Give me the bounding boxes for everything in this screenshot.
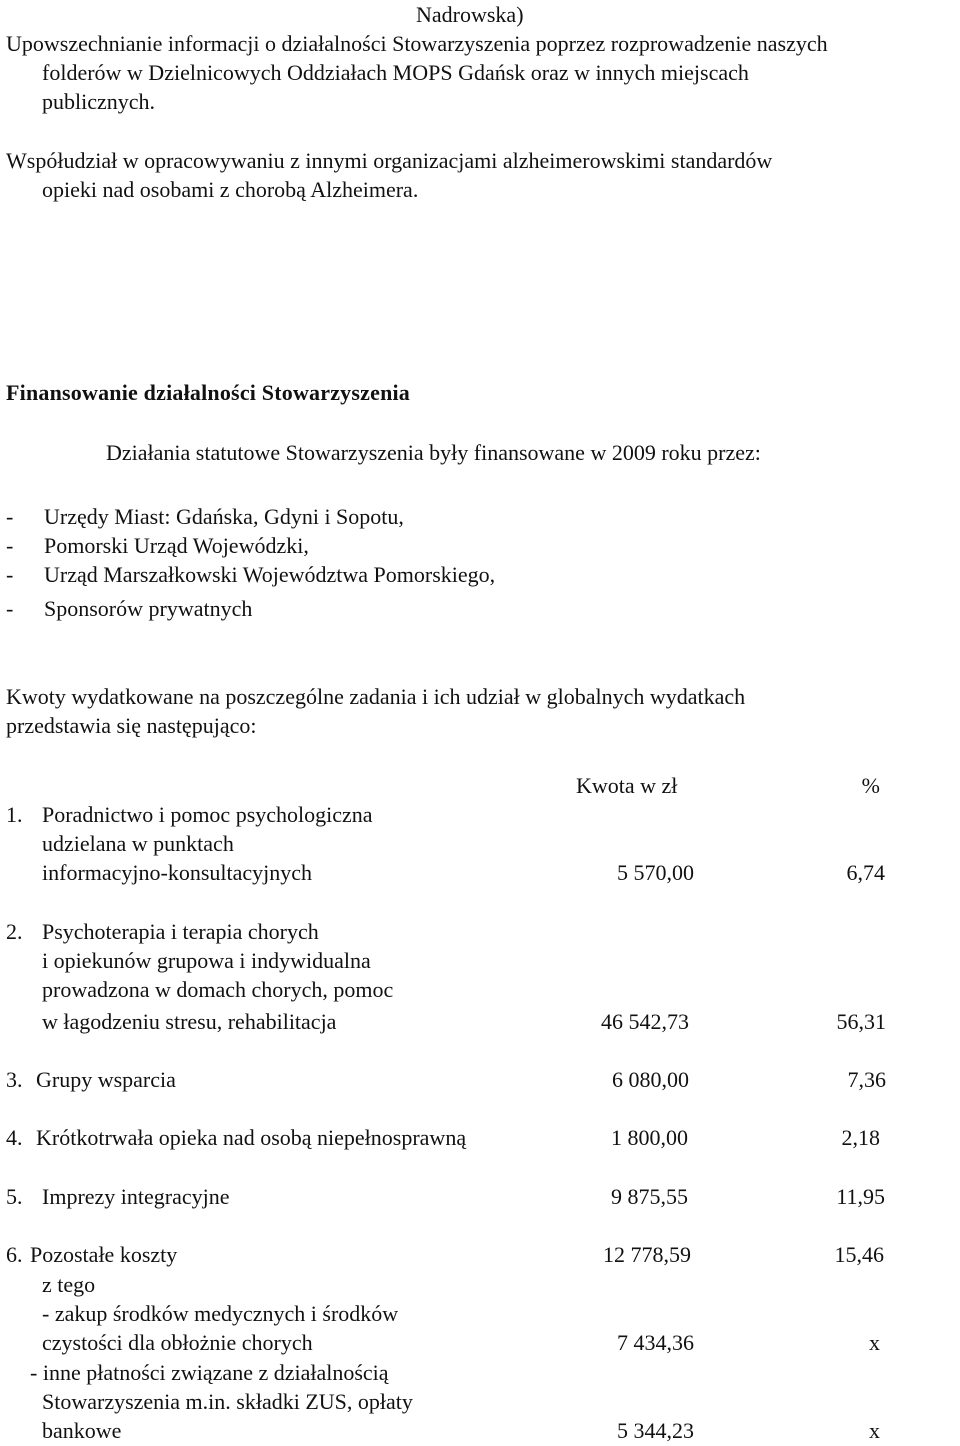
row-amount: 5 570,00 bbox=[617, 860, 694, 885]
text-line: Współudział w opracowywaniu z innymi organizacjami alzheimerowskimi standardów bbox=[6, 148, 773, 173]
row-percent: 15,46 bbox=[834, 1242, 884, 1267]
sub-row-label: - zakup środków medycznych i środków bbox=[42, 1301, 399, 1326]
row-number: 2. bbox=[6, 919, 23, 944]
list-item: - Urząd Marszałkowski Województwa Pomorskiego, bbox=[6, 562, 496, 587]
row-percent: 6,74 bbox=[846, 860, 885, 885]
row-amount: 9 875,55 bbox=[611, 1184, 688, 1209]
row-percent: 2,18 bbox=[841, 1125, 880, 1150]
row-number: 6. bbox=[6, 1242, 23, 1267]
sub-row-percent: x bbox=[869, 1418, 880, 1443]
intro-text: Działania statutowe Stowarzyszenia były finansowane w 2009 roku przez: bbox=[106, 440, 761, 465]
column-header-amount: Kwota w zł bbox=[576, 773, 678, 798]
text-line: publicznych. bbox=[42, 89, 156, 114]
sub-label: z tego bbox=[42, 1272, 96, 1297]
row-label: Krótkotrwała opieka nad osobą niepełnosprawną bbox=[36, 1125, 467, 1150]
row-number: 3. bbox=[6, 1067, 23, 1092]
list-item: - Urzędy Miast: Gdańska, Gdyni i Sopotu, bbox=[6, 504, 404, 529]
row-label: Psychoterapia i terapia chorych bbox=[42, 919, 319, 944]
list-item: - Pomorski Urząd Wojewódzki, bbox=[6, 533, 309, 558]
row-label: Pozostałe koszty bbox=[30, 1242, 178, 1267]
row-amount: 1 800,00 bbox=[611, 1125, 688, 1150]
row-label: Grupy wsparcia bbox=[36, 1067, 176, 1092]
text-line: Kwoty wydatkowane na poszczególne zadania i ich udział w globalnych wydatkach bbox=[6, 684, 746, 709]
section-heading: Finansowanie działalności Stowarzyszenia bbox=[6, 380, 411, 405]
sub-row-label: Stowarzyszenia m.in. składki ZUS, opłaty bbox=[42, 1389, 413, 1414]
row-label: i opiekunów grupowa i indywidualna bbox=[42, 948, 371, 973]
row-amount: 6 080,00 bbox=[612, 1067, 689, 1092]
sub-row-percent: x bbox=[869, 1330, 880, 1355]
row-label: informacyjno-konsultacyjnych bbox=[42, 860, 313, 885]
sub-row-amount: 5 344,23 bbox=[617, 1418, 694, 1443]
text-line: Upowszechnianie informacji o działalności Stowarzyszenia poprzez rozprowadzenie naszych bbox=[6, 31, 828, 56]
continued-text: Nadrowska) bbox=[416, 2, 524, 27]
row-number: 1. bbox=[6, 802, 23, 827]
row-number: 5. bbox=[6, 1184, 23, 1209]
text-line: folderów w Dzielnicowych Oddziałach MOPS Gdańsk oraz w innych miejscach bbox=[42, 60, 749, 85]
row-label: Poradnictwo i pomoc psychologiczna bbox=[42, 802, 373, 827]
text-line: opieki nad osobami z chorobą Alzheimera. bbox=[42, 177, 419, 202]
row-label: udzielana w punktach bbox=[42, 831, 234, 856]
row-number: 4. bbox=[6, 1125, 23, 1150]
sub-row-label: czystości dla obłożnie chorych bbox=[42, 1330, 313, 1355]
row-percent: 11,95 bbox=[836, 1184, 885, 1209]
row-label: Imprezy integracyjne bbox=[42, 1184, 230, 1209]
row-label: prowadzona w domach chorych, pomoc bbox=[42, 977, 394, 1002]
row-label: w łagodzeniu stresu, rehabilitacja bbox=[42, 1009, 337, 1034]
row-amount: 46 542,73 bbox=[601, 1009, 689, 1034]
text-line: przedstawia się następująco: bbox=[6, 713, 257, 738]
row-amount: 12 778,59 bbox=[603, 1242, 691, 1267]
list-item: - Sponsorów prywatnych bbox=[6, 596, 253, 621]
column-header-percent: % bbox=[861, 773, 880, 798]
row-percent: 56,31 bbox=[836, 1009, 886, 1034]
sub-row-label: - inne płatności związane z działalnością bbox=[30, 1360, 389, 1385]
sub-row-label: bankowe bbox=[42, 1418, 122, 1443]
row-percent: 7,36 bbox=[847, 1067, 886, 1092]
sub-row-amount: 7 434,36 bbox=[617, 1330, 694, 1355]
